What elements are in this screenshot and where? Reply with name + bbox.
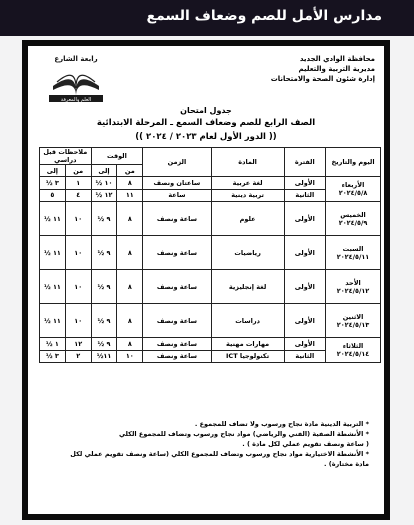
cell-to: ١١½ xyxy=(91,350,117,363)
header-day: اليوم والتاريخ xyxy=(326,148,381,177)
cell-duration: ساعة xyxy=(143,189,211,202)
cell-from: ٨ xyxy=(117,338,143,351)
cell-from-2: ١٠ xyxy=(65,270,91,304)
cell-from: ٨ xyxy=(117,202,143,236)
table-row xyxy=(40,202,381,236)
cell-to: ٩ ½ xyxy=(91,338,117,351)
cell-from: ١٠ xyxy=(117,350,143,363)
notes xyxy=(69,419,369,469)
note-line: * التربية الدينية مادة نجاح ورسوب ولا تضاف للمجموع . xyxy=(194,420,369,428)
cell-from-2: ١٠ xyxy=(65,202,91,236)
cell-from-2: ٤ xyxy=(65,189,91,202)
day-name: الثلاثاء xyxy=(342,342,364,350)
cell-from-2: ١٠ xyxy=(65,236,91,270)
note-line: * الأنشطة الصفية (الفني والرياضي) مواد نجاح ورسوب وتضاف للمجموع الكلي xyxy=(118,430,369,438)
header-line: مديرية التربية والتعليم xyxy=(298,65,375,73)
cell-duration: ساعتان ونصف xyxy=(143,177,211,190)
cell-to-2: ١١ ½ xyxy=(40,304,66,338)
cell-subject: مهارات مهنية xyxy=(211,338,284,351)
cell-to-2: ٣ ½ xyxy=(40,350,66,363)
cell-duration: ساعة ونصف xyxy=(143,202,211,236)
cell-from-2: ١ xyxy=(65,177,91,190)
title-line-3: (( الدور الأول لعام ٢٠٢٣ / ٢٠٢٤ )) xyxy=(135,132,277,142)
header-from-2: من xyxy=(65,165,91,177)
day-date: ٢٠٢٤/٥/١٢ xyxy=(336,286,370,295)
exam-table xyxy=(39,147,381,363)
day-date: ٢٠٢٤/٥/١٤ xyxy=(336,350,370,358)
table-row xyxy=(40,236,381,270)
cell-period: الأولى xyxy=(284,177,326,190)
cell-period: الأولى xyxy=(284,304,326,338)
day-name: الأربعاء xyxy=(341,181,365,189)
cell-duration: ساعة ونصف xyxy=(143,236,211,270)
cell-duration: ساعة ونصف xyxy=(143,350,211,363)
logo-text-bottom: العلم والمعرفة xyxy=(60,96,92,103)
cell-to: ١٢ ½ xyxy=(91,189,117,202)
day-date: ٢٠٢٤/٥/٩ xyxy=(338,218,368,227)
cell-period: الأولى xyxy=(284,338,326,351)
cell-to-2: ١١ ½ xyxy=(40,270,66,304)
cell-to: ٩ ½ xyxy=(91,236,117,270)
table-row xyxy=(40,270,381,304)
header-break: ملاحظات قبل دراسي xyxy=(40,148,92,165)
table-row xyxy=(40,304,381,338)
title-line-1: جدول امتحان xyxy=(180,106,232,115)
cell-subject: علوم xyxy=(211,202,284,236)
table-row xyxy=(40,338,381,351)
cell-from-2: ١٠ xyxy=(65,304,91,338)
note-line: ( ساعة ونصف تقويم عملي لكل مادة ) . xyxy=(242,440,369,448)
cell-subject: دراسات xyxy=(211,304,284,338)
title-line-2: الصف الرابع للصم وضعاف السمع ـ المرحلة الابتدائية xyxy=(96,118,316,128)
cell-period: الثانية xyxy=(284,189,326,202)
header-duration: الزمن xyxy=(143,148,211,177)
day-date: ٢٠٢٤/٥/٨ xyxy=(338,189,368,197)
directorate-header xyxy=(265,54,375,84)
cell-subject: تكنولوجيا ICT xyxy=(211,350,284,363)
cell-from: ٨ xyxy=(117,304,143,338)
header-subject: المادة xyxy=(211,148,284,177)
cell-period: الأولى xyxy=(284,270,326,304)
day-name: السبت xyxy=(342,244,364,253)
header-line: إدارة شئون الصحة والامتحانات xyxy=(270,75,375,83)
note-line: * الأنشطة الاختيارية مواد نجاح ورسوب وتضاف للمجموع الكلي (ساعة ونصف تقويم عملي لكل xyxy=(70,450,369,458)
cell-from-2: ١٢ xyxy=(65,338,91,351)
header-line: محافظة الوادي الجديد xyxy=(299,55,375,63)
logo-text-top: رابعة الشارع xyxy=(54,55,98,63)
cell-duration: ساعة ونصف xyxy=(143,338,211,351)
note-line: مادة مختارة) . xyxy=(324,460,369,468)
exam-document xyxy=(22,40,390,520)
cell-period: الثانية xyxy=(284,350,326,363)
day-name: الاثنين xyxy=(342,312,364,321)
cell-subject: تربية دينية xyxy=(211,189,284,202)
cell-from: ٨ xyxy=(117,236,143,270)
cell-subject: لغة عربية xyxy=(211,177,284,190)
day-name: الخميس xyxy=(340,210,366,219)
cell-to: ١٠ ½ xyxy=(91,177,117,190)
cell-subject: لغة إنجليزية xyxy=(211,270,284,304)
cell-from-2: ٢ xyxy=(65,350,91,363)
cell-to-2: ١١ ½ xyxy=(40,236,66,270)
header-to: إلى xyxy=(91,165,117,177)
day-date: ٢٠٢٤/٥/١١ xyxy=(336,252,370,261)
table-row xyxy=(40,177,381,190)
day-date: ٢٠٢٤/٥/١٣ xyxy=(336,320,370,329)
day-name: الأحد xyxy=(345,278,361,287)
cell-period: الأولى xyxy=(284,202,326,236)
header-from: من xyxy=(117,165,143,177)
banner-title: مدارس الأمل للصم وضعاف السمع xyxy=(146,8,382,24)
header-to-2: إلى xyxy=(40,165,66,177)
cell-duration: ساعة ونصف xyxy=(143,304,211,338)
cell-duration: ساعة ونصف xyxy=(143,270,211,304)
cell-to: ٩ ½ xyxy=(91,270,117,304)
cell-to-2: ٥ xyxy=(40,189,66,202)
cell-to-2: ٣ ½ xyxy=(40,177,66,190)
cell-to-2: ١١ ½ xyxy=(40,202,66,236)
cell-from: ٨ xyxy=(117,177,143,190)
cell-period: الأولى xyxy=(284,236,326,270)
header-period: الفترة xyxy=(284,148,326,177)
cell-to-2: ١ ½ xyxy=(40,338,66,351)
header-time: الوقت xyxy=(91,148,143,165)
cell-from: ٨ xyxy=(117,270,143,304)
book-logo-icon xyxy=(41,52,111,104)
cell-to: ٩ ½ xyxy=(91,202,117,236)
cell-from: ١١ xyxy=(117,189,143,202)
cell-subject: رياضيات xyxy=(211,236,284,270)
cell-to: ٩ ½ xyxy=(91,304,117,338)
banner xyxy=(0,0,414,36)
